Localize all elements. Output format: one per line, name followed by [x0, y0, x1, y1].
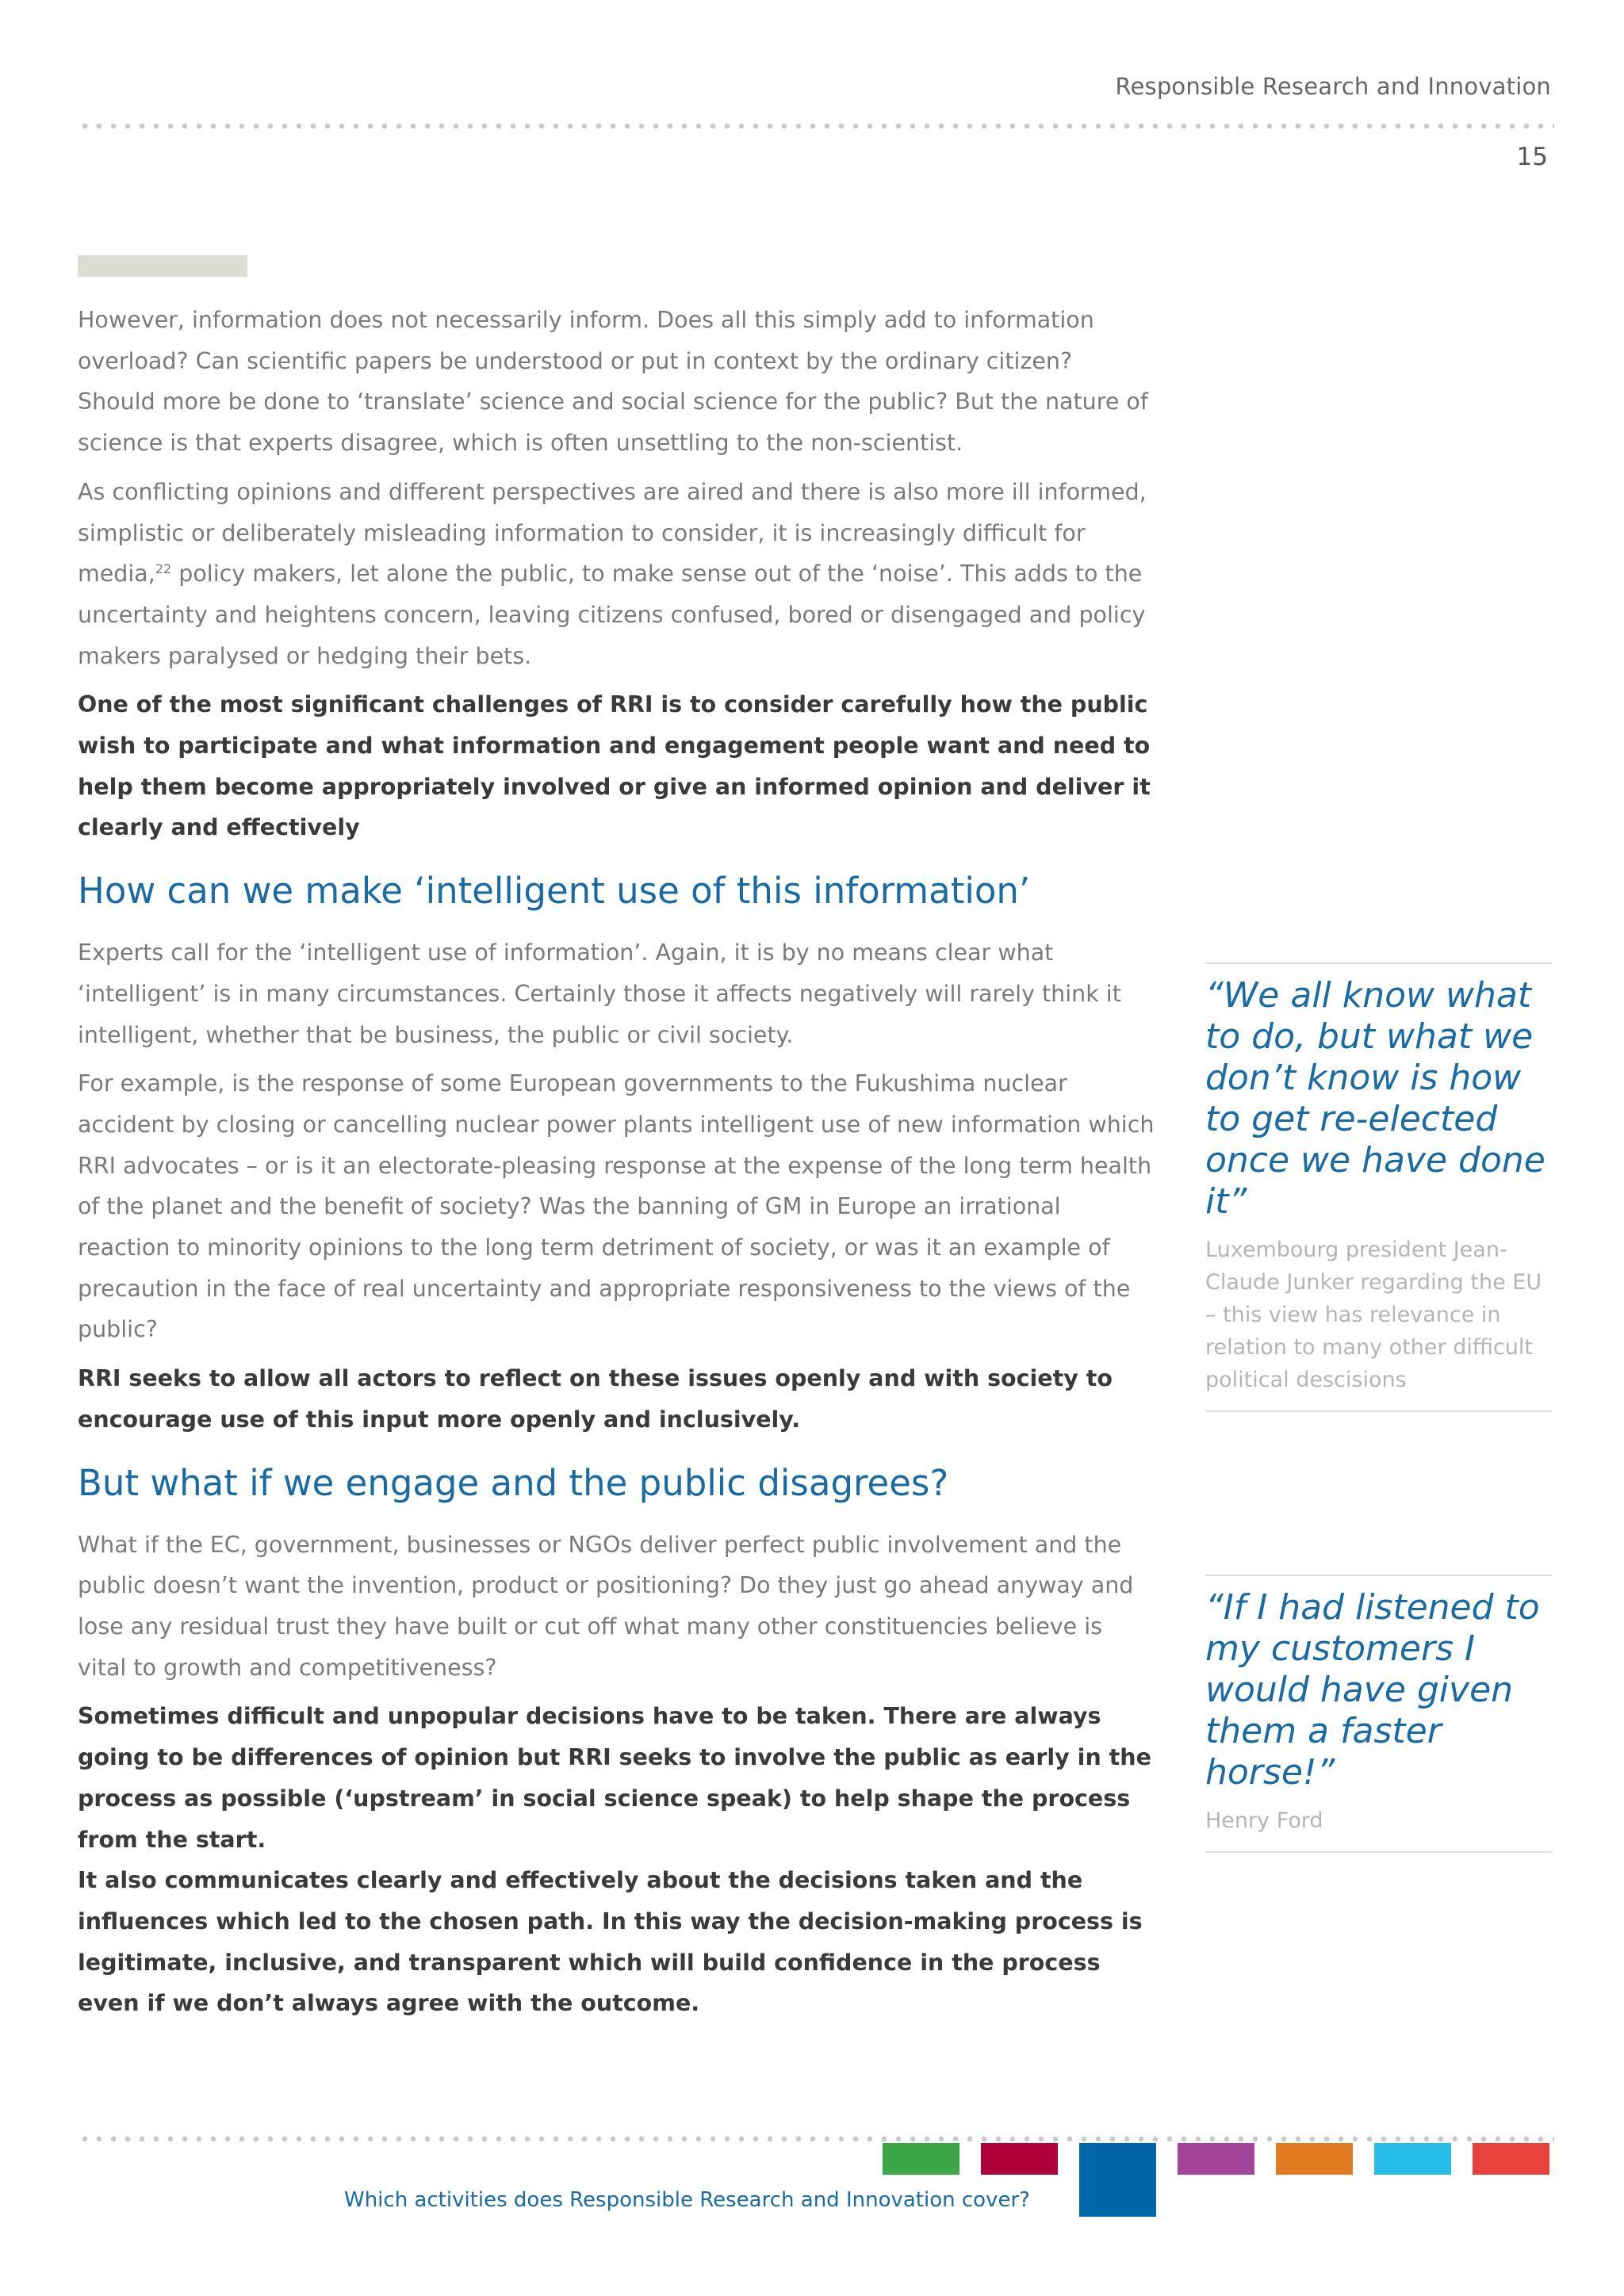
body-paragraph [78, 472, 1156, 677]
section-marker [78, 255, 247, 277]
section-heading: How can we make ‘intelligent use of this information’ [78, 870, 1031, 913]
body-paragraph: What if the EC, government, businesses or NGOs deliver perfect public involvement and the public doesn’t want the invention, product or positioning? Do they just go ahead anyway and lose any residual trust they have built or cut off what many other constituencies believe is vital to growth and competitiveness? [78, 1531, 1134, 1681]
header-divider [78, 123, 1554, 129]
body-paragraph: For example, is the response of some European governments to the Fukushima nuclear accident by closing or cancelling nuclear power plants intelligent use of new information which RRI advocates – or is it an electorate-pleasing response at the expense of the long term health of the planet and the benefit of society? Was the banning of GM in Europe an irrational reaction to minority opinions to the long term detriment of society, or was it an example of precaution in the face of real uncertainty and appropriate responsiveness to the views of the public? [78, 1070, 1155, 1343]
color-tab-5[interactable] [1276, 2143, 1353, 2175]
footnote-ref[interactable]: 22 [155, 561, 172, 577]
color-tab-2[interactable] [981, 2143, 1058, 2175]
section-heading: But what if we engage and the public disagrees? [78, 1461, 949, 1504]
quote-text: “If I had listened to my customers I would have given them a faster horse!” [1205, 1587, 1540, 1793]
key-point: It also communicates clearly and effectively about the decisions taken and the influences which led to the chosen path. In this way the decision-making process is legitimate, inclusive, and transparent which will build confidence in the process even if we don’t always agree with the outcome. [78, 1867, 1143, 2017]
footer-link[interactable]: Which activities does Responsible Research and Innovation cover? [344, 2188, 1030, 2212]
key-point: RRI seeks to allow all actors to reflect on these issues openly and with society to encourage use of this input more openly and inclusively. [78, 1365, 1113, 1433]
key-point: Sometimes difficult and unpopular decisions have to be taken. There are always going to be differences of opinion but RRI seeks to involve the public as early in the process as possible (‘upstream’ in social science speak) to help shape the process from the start. [78, 1703, 1151, 1853]
body-text: policy makers, let alone the public, to make sense out of the ‘noise’. This adds to the uncertainty and heightens concern, leaving citizens confused, bored or disengaged and policy makers paralysed or hedging their bets. [78, 561, 1146, 669]
body-text: As conflicting opinions and different perspectives are aired and there is also more ill informed, simplistic or deliberately misleading information to consider, it is increasingly difficult for media, [78, 478, 1147, 587]
body-paragraph: Experts call for the ‘intelligent use of information’. Again, it is by no means clear what ‘intelligent’ is in many circumstances. Certainly those it affects negatively will rarely think it intelligent, whether that be business, the public or civil society. [78, 939, 1121, 1048]
quote-attribution: Luxembourg president Jean-Claude Junker regarding the EU – this view has relevance in relation to many other difficult political descisions [1205, 1238, 1542, 1392]
body-paragraph: However, information does not necessarily inform. Does all this simply add to information overload? Can scientific papers be understood or put in context by the ordinary citizen? Should more be done to ‘translate’ science and social science for the public? But the nature of science is that experts disagree, which is often unsettling to the non-scientist. [78, 307, 1148, 457]
footer-divider [78, 2136, 1554, 2142]
main-column [78, 300, 1156, 2032]
color-tab-7[interactable] [1473, 2143, 1549, 2175]
pull-quote [1205, 1575, 1552, 1853]
page-number: 15 [1516, 143, 1548, 171]
color-tab-6[interactable] [1374, 2143, 1451, 2175]
color-tab-4[interactable] [1178, 2143, 1254, 2175]
quote-attribution: Henry Ford [1205, 1808, 1323, 1833]
color-tab-1[interactable] [883, 2143, 959, 2175]
pull-quote [1205, 962, 1552, 1412]
running-header: Responsible Research and Innovation [1115, 73, 1551, 100]
color-tab-3-active[interactable] [1079, 2143, 1156, 2217]
key-point: One of the most significant challenges of RRI is to consider carefully how the public wish to participate and what information and engagement people want and need to help them become appropriately involved or give an informed opinion and deliver it clearly and effectively [78, 691, 1151, 841]
quote-text: “We all know what to do, but what we don’t know is how to get re-elected once we have done it” [1205, 975, 1545, 1222]
